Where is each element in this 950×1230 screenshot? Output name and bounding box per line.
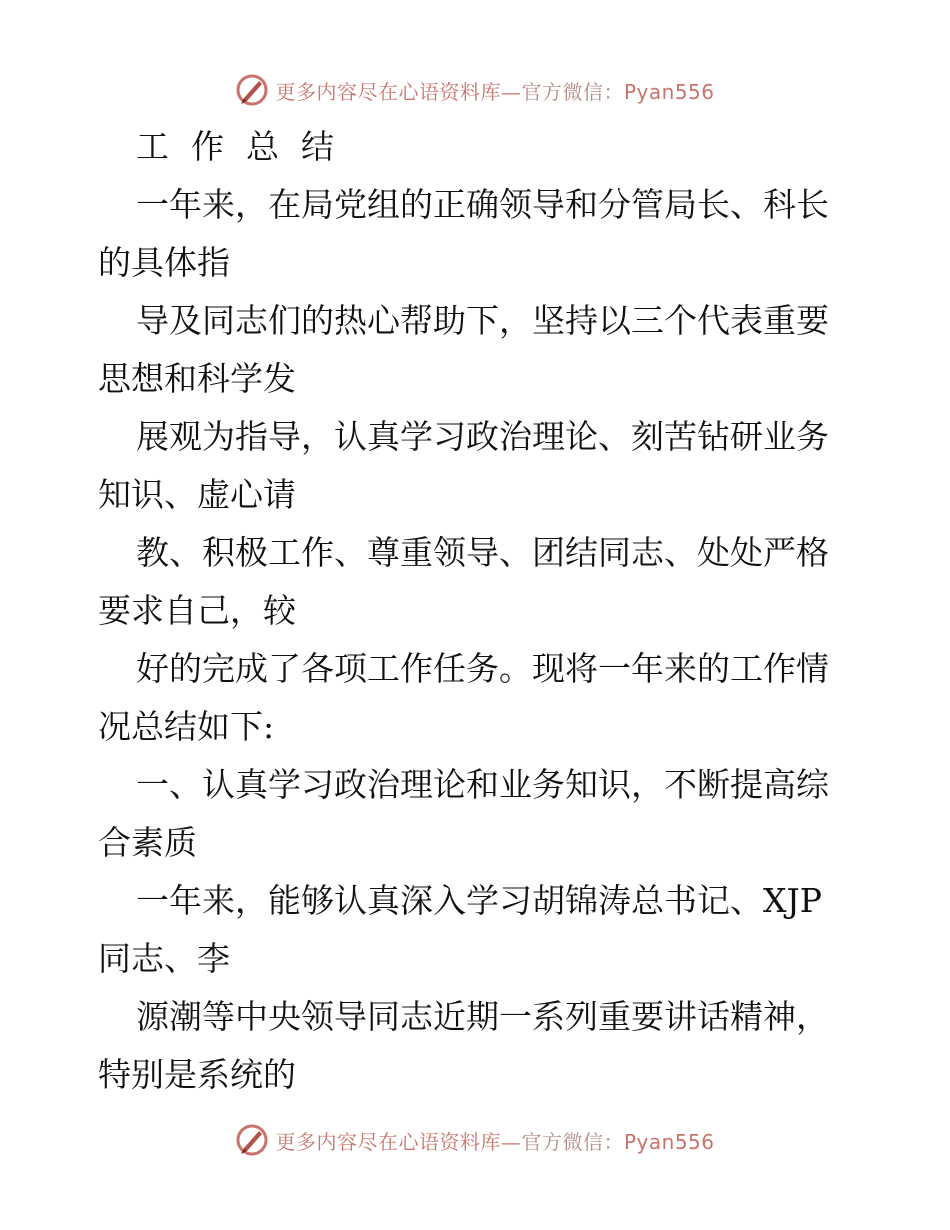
paragraph-line: 源潮等中央领导同志近期一系列重要讲话精神， — [136, 997, 829, 1036]
wechat-label: 官方微信： — [521, 1129, 624, 1154]
watermark-text: 更多内容尽在心语资料库 — [275, 79, 501, 104]
paragraph-line: 一年来，能够认真深入学习胡锦涛总书记、XJP — [136, 881, 822, 920]
watermark-footer — [0, 1120, 950, 1160]
watermark-dash: — — [500, 1129, 522, 1154]
paragraph-line: 思想和科学发 — [98, 359, 296, 398]
pen-circle-logo-icon — [235, 1123, 269, 1157]
paragraph-line: 展观为指导，认真学习政治理论、刻苦钻研业务 — [136, 417, 829, 456]
wechat-id: Pyan556 — [623, 79, 715, 104]
document-title: 工作总结 — [136, 127, 356, 166]
paragraph-line: 的具体指 — [98, 243, 230, 282]
document-body — [98, 118, 858, 1104]
paragraph-line: 好的完成了各项工作任务。现将一年来的工作情 — [136, 649, 829, 688]
paragraph-line: 特别是系统的 — [98, 1055, 296, 1094]
paragraph-line: 况总结如下: — [98, 707, 275, 746]
document-lines — [98, 176, 858, 1104]
paragraph-line: 同志、李 — [98, 939, 230, 978]
pen-circle-logo-icon — [235, 73, 269, 107]
wechat-id: Pyan556 — [623, 1129, 715, 1154]
watermark-dash: — — [500, 79, 522, 104]
paragraph-line: 知识、虚心请 — [98, 475, 296, 514]
paragraph-line: 一年来，在局党组的正确领导和分管局长、科长 — [136, 185, 829, 224]
paragraph-line: 教、积极工作、尊重领导、团结同志、处处严格 — [136, 533, 829, 572]
watermark-text: 更多内容尽在心语资料库 — [275, 1129, 501, 1154]
paragraph-line: 一、认真学习政治理论和业务知识，不断提高综 — [136, 765, 829, 804]
paragraph-line: 导及同志们的热心帮助下，坚持以三个代表重要 — [136, 301, 829, 340]
wechat-label: 官方微信： — [521, 79, 624, 104]
paragraph-line: 合素质 — [98, 823, 197, 862]
paragraph-line: 要求自己，较 — [98, 591, 296, 630]
watermark-header — [0, 70, 950, 110]
